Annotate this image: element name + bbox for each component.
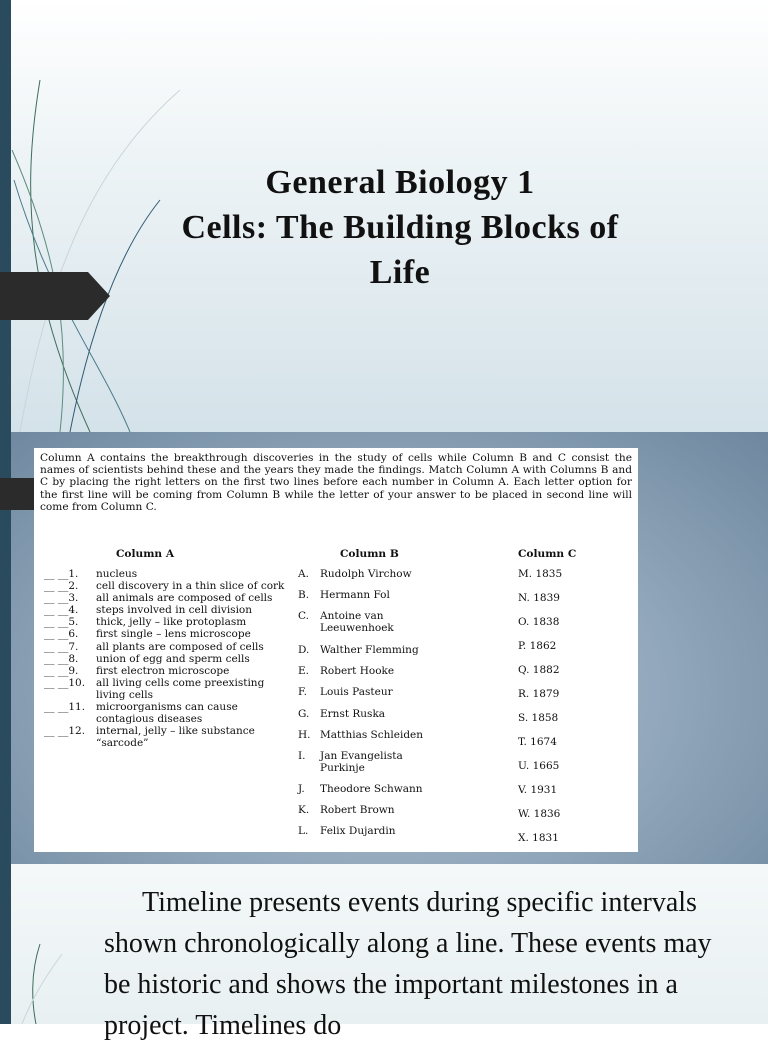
item-text: microorganisms can cause contagious diseases <box>96 701 238 726</box>
item-text: first single – lens microscope <box>96 628 251 641</box>
worksheet-instructions: Column A contains the breakthrough discoveries in the study of cells while Column B and C consist the names of scientists behind these and the years they made the findings. Match Column A with Columns B and C by placing the right letters on the first two lines before each number in Column A. Each letter option for the first line will be coming from Column B while the letter of your answer to be placed in second line will come from Column C. <box>40 452 632 513</box>
year-value: 1836 <box>533 808 561 820</box>
column-a-item <box>44 701 294 725</box>
item-text: all plants are composed of cells <box>96 640 264 653</box>
column-b-item <box>298 644 498 656</box>
option-letter: G. <box>298 708 310 720</box>
column-c-item <box>518 664 560 676</box>
column-b-item <box>298 665 498 677</box>
column-c-item <box>518 808 560 820</box>
column-a-item <box>44 580 294 592</box>
column-b-item <box>298 686 498 698</box>
answer-blank[interactable]: __ __8. <box>44 652 79 665</box>
column-c-item <box>518 688 559 700</box>
answer-blank[interactable]: __ __3. <box>44 592 79 605</box>
option-letter: J. <box>298 783 305 795</box>
arrow-tab-shape <box>0 272 110 320</box>
answer-blank[interactable]: __ __6. <box>44 628 79 641</box>
matching-worksheet <box>34 448 638 852</box>
answer-blank[interactable]: __ __1. <box>44 568 79 580</box>
option-letter: N. <box>518 592 530 604</box>
column-c-item <box>518 712 558 724</box>
item-text: nucleus <box>96 568 138 580</box>
scientist-name: Walther Flemming <box>320 644 419 656</box>
option-letter: B. <box>298 589 310 601</box>
title-line-3: Life <box>369 254 431 291</box>
answer-blank[interactable]: __ __2. <box>44 580 79 593</box>
slide-title <box>110 160 690 295</box>
option-letter: Q. <box>518 664 530 676</box>
year-value: 1835 <box>535 568 563 580</box>
item-text: first electron microscope <box>96 664 230 677</box>
column-c-item <box>518 616 559 628</box>
column-a-header: Column A <box>116 548 175 560</box>
option-letter: I. <box>298 750 306 762</box>
column-b-item <box>298 804 498 816</box>
item-text: all living cells come preexisting living cells <box>96 676 265 701</box>
column-a-item <box>44 568 294 580</box>
scientist-name: Ernst Ruska <box>320 708 386 720</box>
tab-stub-shape <box>0 478 34 510</box>
option-letter: T. <box>518 736 527 748</box>
option-letter: C. <box>298 610 309 622</box>
column-c-item <box>518 784 557 796</box>
column-b-header: Column B <box>340 548 399 560</box>
year-value: 1862 <box>529 640 557 652</box>
option-letter: W. <box>518 808 531 820</box>
item-text: cell discovery in a thin slice of cork <box>96 580 285 593</box>
option-letter: M. <box>518 568 533 580</box>
year-value: 1882 <box>532 664 560 676</box>
year-value: 1674 <box>530 736 557 748</box>
item-text: all animals are composed of cells <box>96 592 273 605</box>
scientist-name: Rudolph Virchow <box>320 568 412 580</box>
column-a-item <box>44 592 294 604</box>
column-c-item <box>518 568 562 580</box>
option-letter: O. <box>518 616 530 628</box>
column-b-item <box>298 750 498 774</box>
timeline-slide <box>0 864 768 1041</box>
option-letter: D. <box>298 644 310 656</box>
scientist-name: Robert Hooke <box>320 665 395 677</box>
title-line-2: Cells: The Building Blocks of <box>181 209 619 246</box>
option-letter: F. <box>298 686 307 698</box>
option-letter: U. <box>518 760 530 772</box>
column-c-item <box>518 760 559 772</box>
left-accent-bar <box>0 0 11 432</box>
scientist-name: Hermann Fol <box>320 589 390 601</box>
scientist-name: Jan Evangelista Purkinje <box>320 750 403 775</box>
year-value: 1931 <box>530 784 558 796</box>
answer-blank[interactable]: __ __5. <box>44 616 79 629</box>
column-a-item <box>44 677 294 701</box>
item-text: thick, jelly – like protoplasm <box>96 616 247 629</box>
option-letter: A. <box>298 568 309 580</box>
column-b-item <box>298 589 498 601</box>
column-a-list <box>44 568 294 749</box>
answer-blank[interactable]: __ __11. <box>44 701 86 714</box>
option-letter: L. <box>298 825 309 837</box>
option-letter: K. <box>298 804 310 816</box>
scientist-name: Louis Pasteur <box>320 686 393 698</box>
year-value: 1831 <box>532 832 559 844</box>
timeline-paragraph: Timeline presents events during specific intervals shown chronologically along a line. These events may be historic and shows the important milestones in a project. Timelines do <box>104 887 712 1041</box>
column-c-item <box>518 640 556 652</box>
year-value: 1858 <box>531 712 559 724</box>
scientist-name: Robert Brown <box>320 804 395 816</box>
option-letter: S. <box>518 712 529 724</box>
item-text: steps involved in cell division <box>96 604 253 617</box>
scientist-name: Matthias Schleiden <box>320 729 424 741</box>
column-b-item <box>298 783 498 795</box>
scientist-name: Antoine van Leeuwenhoek <box>320 610 394 635</box>
column-b-item <box>298 708 498 720</box>
scientist-name: Theodore Schwann <box>320 783 423 795</box>
column-c-header: Column C <box>518 548 577 560</box>
column-c-item <box>518 832 559 844</box>
column-a-item <box>44 725 294 749</box>
title-line-1: General Biology 1 <box>265 164 535 201</box>
option-letter: X. <box>518 832 529 844</box>
option-letter: H. <box>298 729 311 741</box>
column-c-item <box>518 736 557 748</box>
option-letter: P. <box>518 640 527 652</box>
column-a-item <box>44 628 294 640</box>
year-value: 1838 <box>532 616 560 628</box>
column-b-item <box>298 825 498 837</box>
answer-blank[interactable]: __ __9. <box>44 664 79 677</box>
title-slide <box>0 0 768 432</box>
column-a-item <box>44 641 294 653</box>
scientist-name: Felix Dujardin <box>320 825 396 837</box>
year-value: 1879 <box>532 688 560 700</box>
answer-blank[interactable]: __ __7. <box>44 640 79 653</box>
column-a-item <box>44 653 294 665</box>
column-b-item <box>298 610 498 634</box>
column-b-item <box>298 729 498 741</box>
answer-blank[interactable]: __ __10. <box>44 676 86 689</box>
left-accent-bar <box>0 864 11 1024</box>
answer-blank[interactable]: __ __4. <box>44 604 79 617</box>
option-letter: V. <box>518 784 528 796</box>
year-value: 1665 <box>532 760 560 772</box>
option-letter: E. <box>298 665 310 677</box>
column-a-item <box>44 665 294 677</box>
column-a-item <box>44 604 294 616</box>
year-value: 1839 <box>533 592 560 604</box>
worksheet-slide <box>0 432 768 864</box>
column-a-item <box>44 616 294 628</box>
item-text: internal, jelly – like substance “sarcode” <box>96 725 255 750</box>
column-b-item <box>298 568 498 580</box>
item-text: union of egg and sperm cells <box>96 652 250 665</box>
answer-blank[interactable]: __ __12. <box>44 725 86 738</box>
option-letter: R. <box>518 688 530 700</box>
column-c-item <box>518 592 560 604</box>
